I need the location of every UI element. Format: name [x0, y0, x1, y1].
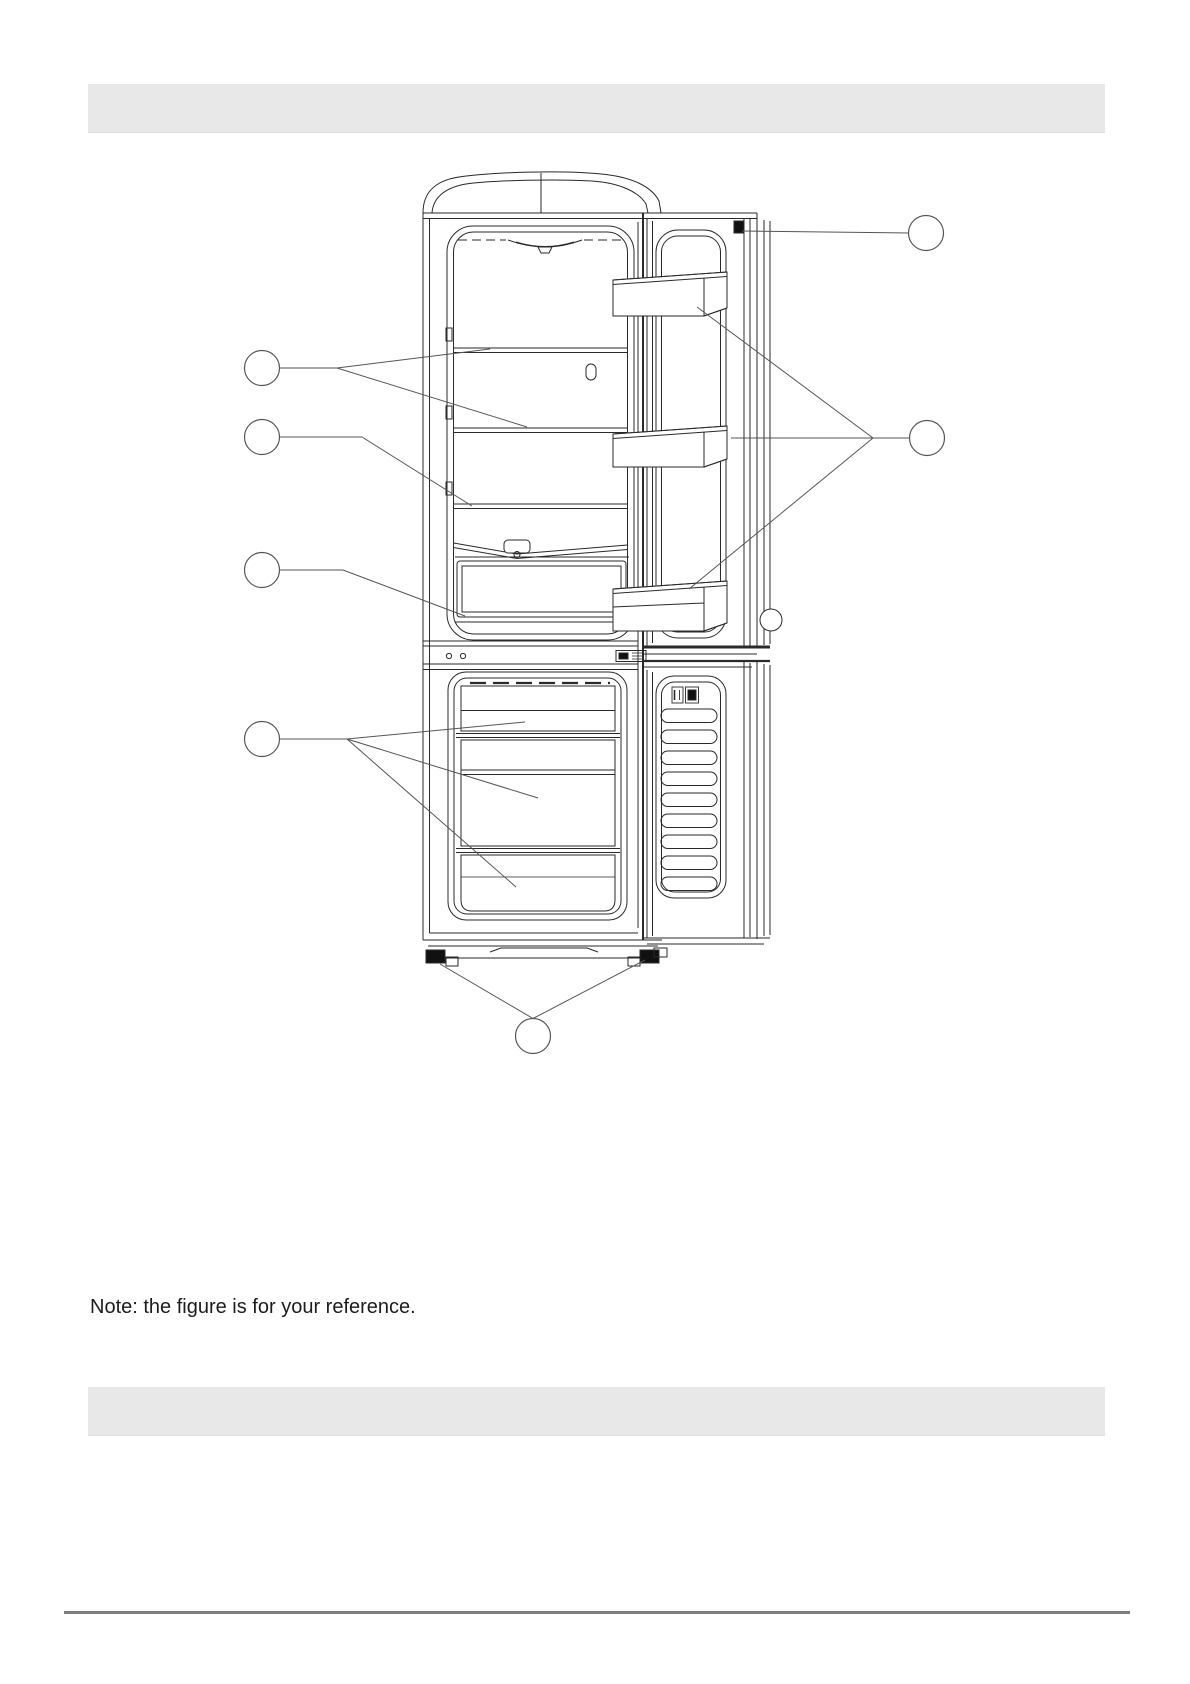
lamp-cover	[508, 240, 582, 253]
callout-feet	[516, 1019, 551, 1054]
freezer-drawer-3	[461, 855, 615, 911]
callout-shelves	[245, 351, 280, 386]
thermostat-knob	[586, 364, 596, 380]
crisper-drawer	[457, 561, 626, 617]
door-slots	[661, 709, 717, 891]
figure-note	[90, 1227, 729, 1483]
leader-lines	[280, 231, 910, 1019]
leader-freezer-drawers	[280, 722, 539, 887]
leader-crisper	[280, 570, 466, 616]
note-line-1: Note: the figure is for your reference.	[90, 1296, 416, 1318]
freezer-drawer-2	[461, 740, 615, 846]
callout-top-hinge	[909, 216, 944, 251]
divider-band	[423, 641, 646, 670]
left-foot	[426, 950, 445, 963]
leader-top-hinge	[742, 231, 909, 233]
shelf-2	[454, 428, 628, 433]
callout-door-bins	[910, 421, 945, 456]
callout-lower-shelf	[245, 420, 280, 455]
freezer-door	[643, 647, 770, 944]
rating-plate-icon	[672, 687, 699, 703]
footer-divider	[64, 1611, 1130, 1614]
shelf-3	[454, 504, 628, 509]
fridge-compartment	[446, 226, 634, 640]
screw-icon	[446, 653, 451, 658]
freezer-drawer-1	[461, 686, 615, 731]
section-header-bar-bottom	[88, 1387, 1105, 1436]
door-bin-1	[613, 272, 727, 316]
leader-feet	[440, 960, 645, 1019]
callout-crisper	[245, 553, 280, 588]
callout-freezer-drawers	[245, 722, 280, 757]
leader-lower-shelf	[280, 437, 473, 506]
leader-shelves	[280, 349, 528, 427]
screw-icon	[460, 653, 465, 658]
door-bin-2	[613, 426, 727, 467]
freezer-compartment	[448, 672, 627, 920]
door-bin-3	[613, 581, 727, 631]
hinge-pin	[760, 609, 782, 631]
